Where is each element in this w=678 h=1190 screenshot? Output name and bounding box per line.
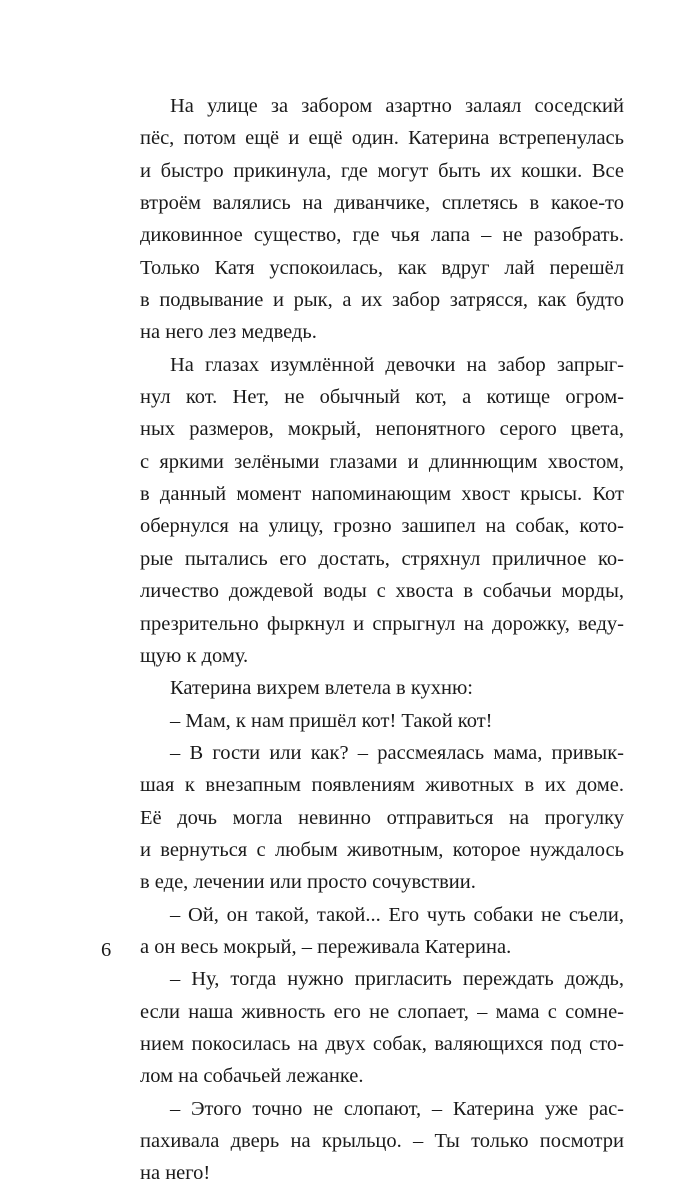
text-line: – Мам, к нам пришёл кот! Такой кот! <box>170 709 493 732</box>
text-line: в подвывание и рык, а их забор затрясся, как будто <box>140 289 624 312</box>
text-line: лом на собачьей лежанке. <box>140 1065 364 1088</box>
text-line: и быстро прикинула, где могут быть их кошки. Все <box>140 159 624 182</box>
text-line: если наша живность его не слопает, – мама с сомне- <box>140 1000 624 1023</box>
text-line: Её дочь могла невинно отправиться на прогулку <box>140 806 624 829</box>
text-line: личество дождевой воды с хвоста в собачьи морды, <box>140 580 624 603</box>
text-line: Только Катя успокоилась, как вдруг лай перешёл <box>140 256 624 279</box>
text-line: пахивала дверь на крыльцо. – Ты только посмотри <box>140 1130 624 1152</box>
text-line: на него лез медведь. <box>140 321 317 344</box>
text-line: на него! <box>140 1162 211 1185</box>
text-line: пёс, потом ещё и ещё один. Катерина встрепенулась <box>140 127 624 150</box>
text-line: нул кот. Нет, не обычный кот, а котище огром- <box>140 386 624 409</box>
text-line: На глазах изумлённой девочки на забор запрыг- <box>170 353 624 376</box>
text-line: – Ну, тогда нужно пригласить переждать дождь, <box>170 968 624 991</box>
body-text <box>140 90 624 1190</box>
text-line: с яркими зелёными глазами и длиннющим хвостом, <box>140 450 624 473</box>
page-number: 6 <box>101 939 112 961</box>
text-line: На улице за забором азартно залаял соседский <box>170 95 624 117</box>
text-line: шая к внезапным появлениям животных в их доме. <box>140 774 624 797</box>
text-line: щую к дому. <box>140 644 249 667</box>
text-line: – В гости или как? – рассмеялась мама, привык- <box>170 741 624 764</box>
text-line: а он весь мокрый, – переживала Катерина. <box>140 935 512 958</box>
text-line: диковинное существо, где чья лапа – не разобрать. <box>140 224 624 247</box>
text-line: в еде, лечении или просто сочувствии. <box>140 871 476 894</box>
text-line: – Этого точно не слопают, – Катерина уже рас- <box>170 1097 624 1120</box>
text-line: Катерина вихрем влетела в кухню: <box>170 677 473 700</box>
text-line: рые пытались его достать, стряхнул приличное ко- <box>140 547 624 570</box>
text-line: презрительно фыркнул и спрыгнул на дорожку, веду- <box>140 612 624 635</box>
text-line: обернулся на улицу, грозно зашипел на собак, кото- <box>140 515 624 538</box>
text-line: нием покосилась на двух собак, валяющихся под сто- <box>140 1032 624 1055</box>
text-line: – Ой, он такой, такой... Его чуть собаки не съели, <box>170 903 624 926</box>
text-line: ных размеров, мокрый, непонятного серого цвета, <box>140 418 624 441</box>
text-line: в данный момент напоминающим хвост крысы. Кот <box>140 483 624 506</box>
text-line: и вернуться с любым животным, которое нуждалось <box>140 838 624 861</box>
text-line: втроём валялись на диванчике, сплетясь в какое-то <box>140 192 624 215</box>
